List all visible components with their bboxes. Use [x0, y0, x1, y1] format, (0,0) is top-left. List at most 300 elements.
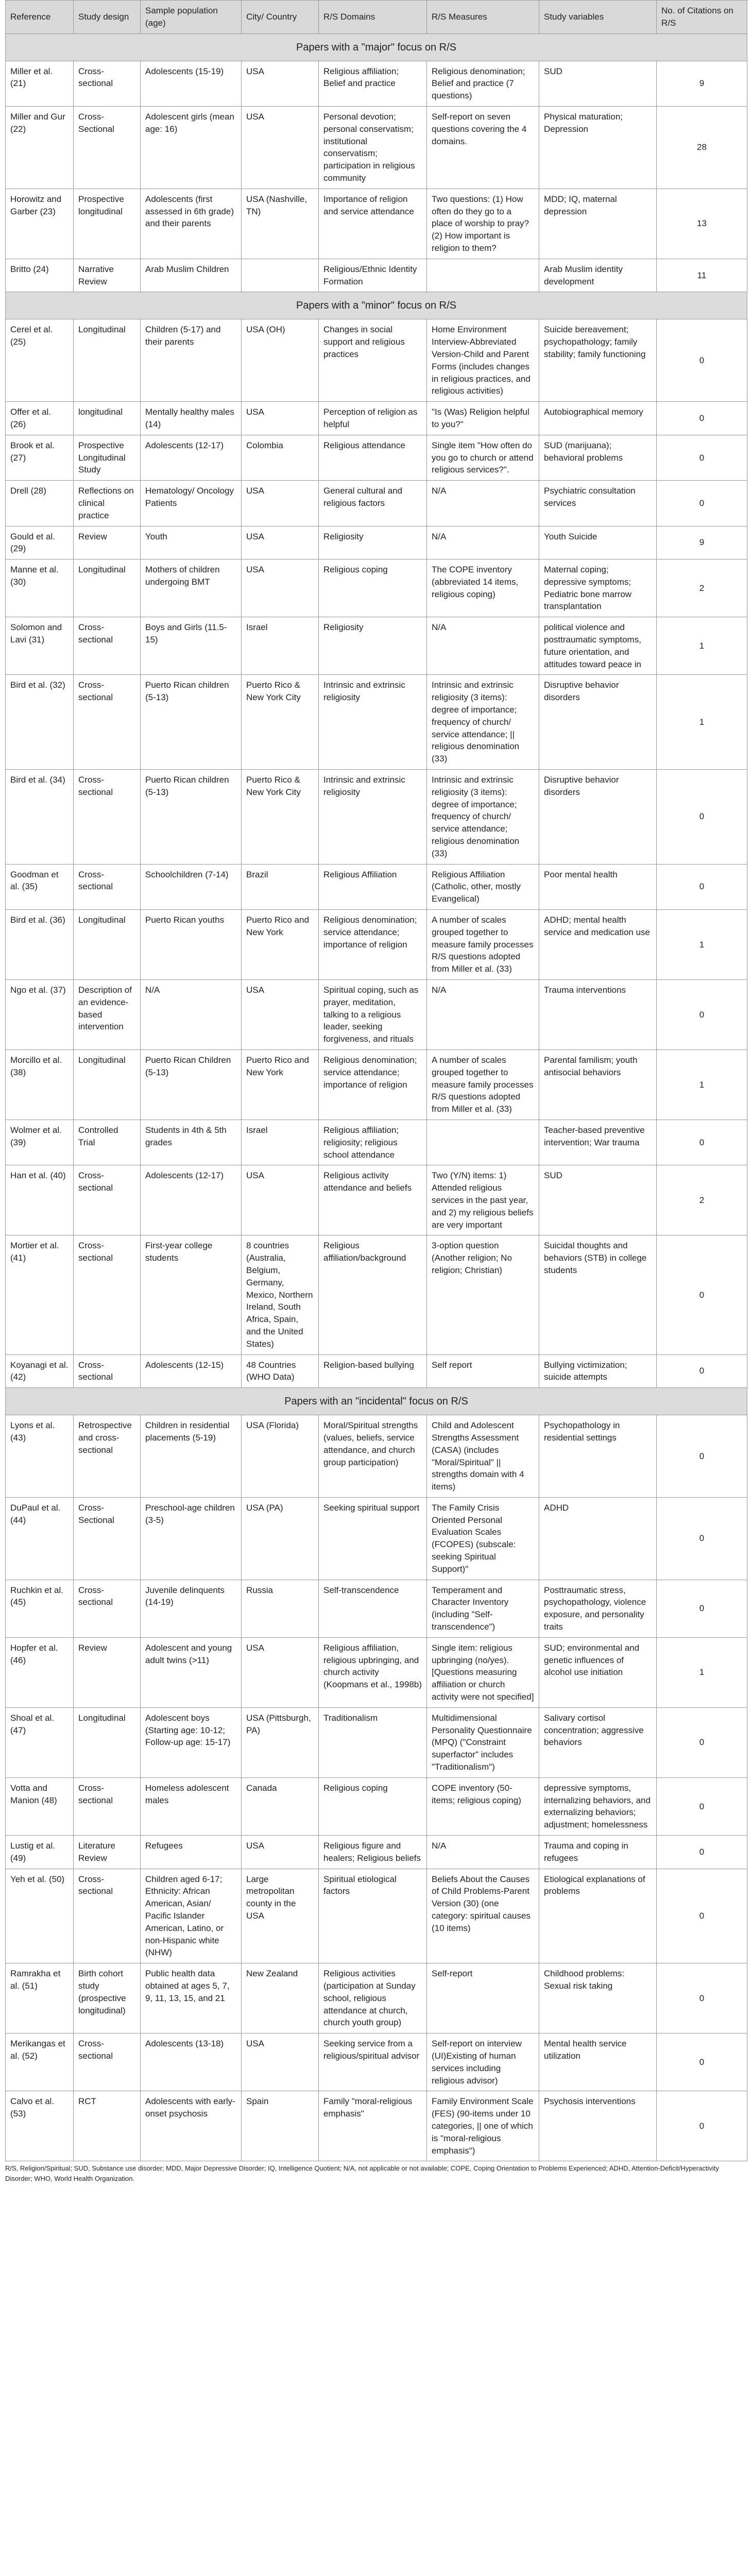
table-row	[6, 1836, 747, 1869]
cell-rs-measures: Religious Affiliation (Catholic, other, mostly Evangelical)	[427, 864, 539, 909]
cell-rs-measures: Self-report on interview (UI)Existing of human services including religious advisor)	[427, 2033, 539, 2091]
cell-rs-measures: Self report	[427, 1354, 539, 1388]
cell-rs-domains: Religious attendance	[319, 435, 427, 480]
cell-study-design: Birth cohort study (prospective longitudinal)	[74, 1963, 141, 2033]
col-header-reference: Reference	[6, 1, 74, 34]
section-header-row	[6, 1388, 747, 1415]
studies-table	[5, 0, 747, 2161]
cell-citations: 0	[657, 481, 747, 526]
table-row	[6, 1165, 747, 1235]
table-row	[6, 1354, 747, 1388]
cell-rs-measures	[427, 1120, 539, 1165]
cell-study-variables: ADHD; mental health service and medication use	[539, 910, 657, 980]
cell-reference: Miller and Gur (22)	[6, 106, 74, 189]
cell-study-design: Cross-sectional	[74, 864, 141, 909]
cell-rs-domains: Self-transcendence	[319, 1580, 427, 1637]
cell-rs-domains: Religious denomination; service attendance; importance of religion	[319, 1049, 427, 1120]
table-row	[6, 106, 747, 189]
cell-sample-population: Children in residential placements (5-19)	[141, 1415, 242, 1498]
cell-reference: Yeh et al. (50)	[6, 1869, 74, 1963]
cell-study-variables: Physical maturation; Depression	[539, 106, 657, 189]
table-row	[6, 526, 747, 560]
col-header-rs-measures: R/S Measures	[427, 1, 539, 34]
cell-study-variables: SUD (marijuana); behavioral problems	[539, 435, 657, 480]
cell-sample-population: Juvenile delinquents (14-19)	[141, 1580, 242, 1637]
cell-city-country: 48 Countries (WHO Data)	[242, 1354, 319, 1388]
cell-study-design: Literature Review	[74, 1836, 141, 1869]
table-row	[6, 675, 747, 770]
cell-study-design: Review	[74, 1637, 141, 1707]
cell-citations: 0	[657, 1415, 747, 1498]
cell-rs-domains: Religious coping	[319, 1777, 427, 1835]
cell-citations: 2	[657, 1165, 747, 1235]
cell-study-design: Retrospective and cross-sectional	[74, 1415, 141, 1498]
cell-study-variables: Psychosis interventions	[539, 2091, 657, 2161]
cell-rs-measures: Home Environment Interview-Abbreviated Version-Child and Parent Forms (includes changes in religious practices, and religious activities)	[427, 319, 539, 402]
cell-rs-domains: Traditionalism	[319, 1707, 427, 1777]
cell-study-design: Prospective Longitudinal Study	[74, 435, 141, 480]
cell-rs-measures: Religious denomination; Belief and practice (7 questions)	[427, 61, 539, 106]
cell-citations: 0	[657, 1707, 747, 1777]
cell-reference: Hopfer et al. (46)	[6, 1637, 74, 1707]
cell-reference: Bird et al. (36)	[6, 910, 74, 980]
cell-study-design: Reflections on clinical practice	[74, 481, 141, 526]
cell-city-country: USA	[242, 560, 319, 617]
cell-city-country: Canada	[242, 1777, 319, 1835]
cell-sample-population: Schoolchildren (7-14)	[141, 864, 242, 909]
cell-rs-measures: Single item "How often do you go to church or attend religious services?".	[427, 435, 539, 480]
cell-rs-domains: Spiritual etiological factors	[319, 1869, 427, 1963]
table-footnote: R/S, Religion/Spiritual; SUD, Substance use disorder; MDD, Major Depressive Disorder; IQ, Intelligence Quotient; N/A, not applicable or not available; COPE, Coping Orientation to Problems Experienced; ADHD, Attention-Deficit/Hyperactivity Disorder; WHO, World Health Organization.	[5, 2164, 719, 2182]
cell-rs-measures: Temperament and Character Inventory (including "Self-transcendence")	[427, 1580, 539, 1637]
col-header-rs-domains: R/S Domains	[319, 1, 427, 34]
cell-city-country: USA	[242, 980, 319, 1050]
cell-study-design: Cross-sectional	[74, 1777, 141, 1835]
cell-study-variables: Childhood problems: Sexual risk taking	[539, 1963, 657, 2033]
cell-citations: 1	[657, 1637, 747, 1707]
cell-rs-domains: Changes in social support and religious practices	[319, 319, 427, 402]
cell-citations: 0	[657, 1497, 747, 1580]
cell-sample-population: Children (5-17) and their parents	[141, 319, 242, 402]
col-header-study-variables: Study variables	[539, 1, 657, 34]
cell-citations: 0	[657, 1836, 747, 1869]
cell-rs-measures	[427, 259, 539, 292]
cell-citations: 0	[657, 980, 747, 1050]
cell-study-design: Cross-Sectional	[74, 1497, 141, 1580]
table-body	[6, 33, 747, 2161]
cell-city-country: Colombia	[242, 435, 319, 480]
cell-study-variables: Disruptive behavior disorders	[539, 770, 657, 865]
cell-study-variables: Psychiatric consultation services	[539, 481, 657, 526]
cell-study-design: Cross-sectional	[74, 1235, 141, 1354]
cell-study-variables: Etiological explanations of problems	[539, 1869, 657, 1963]
cell-citations: 0	[657, 864, 747, 909]
cell-rs-measures: Two questions: (1) How often do they go to a place of worship to pray? (2) How important is religion to them?	[427, 189, 539, 259]
cell-rs-measures: A number of scales grouped together to measure family processes R/S questions adopted from Miller et al. (33)	[427, 1049, 539, 1120]
cell-citations: 9	[657, 526, 747, 560]
cell-study-design: longitudinal	[74, 402, 141, 435]
cell-rs-domains: Family "moral-religious emphasis"	[319, 2091, 427, 2161]
table-row	[6, 1580, 747, 1637]
cell-reference: Solomon and Lavi (31)	[6, 617, 74, 675]
cell-study-design: Longitudinal	[74, 1049, 141, 1120]
cell-reference: Horowitz and Garber (23)	[6, 189, 74, 259]
cell-reference: Ramrakha et al. (51)	[6, 1963, 74, 2033]
cell-study-design: Cross-sectional	[74, 2033, 141, 2091]
cell-sample-population: Adolescents with early-onset psychosis	[141, 2091, 242, 2161]
cell-city-country: USA	[242, 1637, 319, 1707]
cell-sample-population: Arab Muslim Children	[141, 259, 242, 292]
cell-citations: 0	[657, 1869, 747, 1963]
cell-city-country: USA	[242, 481, 319, 526]
section-header-row	[6, 33, 747, 61]
table-row	[6, 1415, 747, 1498]
cell-citations: 13	[657, 189, 747, 259]
cell-study-variables: Suicidal thoughts and behaviors (STB) in college students	[539, 1235, 657, 1354]
cell-sample-population: Puerto Rican children (5-13)	[141, 675, 242, 770]
cell-study-design: Cross-sectional	[74, 617, 141, 675]
cell-sample-population: Adolescents (12-17)	[141, 435, 242, 480]
cell-study-design: Description of an evidence-based intervention	[74, 980, 141, 1050]
cell-study-variables: Mental health service utilization	[539, 2033, 657, 2091]
cell-study-design: Cross-sectional	[74, 1869, 141, 1963]
cell-study-variables: Disruptive behavior disorders	[539, 675, 657, 770]
table-row	[6, 1869, 747, 1963]
cell-study-variables: Maternal coping; depressive symptoms; Pediatric bone marrow transplantation	[539, 560, 657, 617]
cell-city-country: USA	[242, 1836, 319, 1869]
cell-citations: 0	[657, 319, 747, 402]
cell-sample-population: Refugees	[141, 1836, 242, 1869]
cell-rs-measures: The COPE inventory (abbreviated 14 items, religious coping)	[427, 560, 539, 617]
cell-study-design: Longitudinal	[74, 560, 141, 617]
cell-reference: Votta and Manion (48)	[6, 1777, 74, 1835]
cell-reference: Shoal et al. (47)	[6, 1707, 74, 1777]
cell-city-country: Russia	[242, 1580, 319, 1637]
cell-citations: 1	[657, 675, 747, 770]
cell-rs-domains: Seeking spiritual support	[319, 1497, 427, 1580]
cell-study-variables: SUD	[539, 61, 657, 106]
cell-city-country: USA	[242, 2033, 319, 2091]
cell-reference: Manne et al. (30)	[6, 560, 74, 617]
header-row	[6, 1, 747, 34]
cell-sample-population: N/A	[141, 980, 242, 1050]
cell-rs-domains: Importance of religion and service attendance	[319, 189, 427, 259]
table-row	[6, 1049, 747, 1120]
cell-study-design: Cross-sectional	[74, 1354, 141, 1388]
table-row	[6, 1497, 747, 1580]
cell-city-country: USA	[242, 1165, 319, 1235]
cell-city-country: 8 countries (Australia, Belgium, Germany, Mexico, Northern Ireland, South Africa, Spain, and the United States)	[242, 1235, 319, 1354]
cell-city-country: Puerto Rico & New York City	[242, 770, 319, 865]
cell-reference: Offer et al. (26)	[6, 402, 74, 435]
cell-city-country: USA (OH)	[242, 319, 319, 402]
cell-rs-domains: Religious Affiliation	[319, 864, 427, 909]
cell-citations: 1	[657, 1049, 747, 1120]
col-header-city-country: City/ Country	[242, 1, 319, 34]
cell-study-variables: Trauma and coping in refugees	[539, 1836, 657, 1869]
table-row	[6, 617, 747, 675]
cell-sample-population: Puerto Rican children (5-13)	[141, 770, 242, 865]
cell-rs-measures: N/A	[427, 980, 539, 1050]
cell-rs-domains: Personal devotion; personal conservatism; institutional conservatism; participation in religious community	[319, 106, 427, 189]
cell-rs-domains: Seeking service from a religious/spiritual advisor	[319, 2033, 427, 2091]
cell-rs-domains: Religious affiliation; religiosity; religious school attendance	[319, 1120, 427, 1165]
cell-rs-domains: Religious figure and healers; Religious beliefs	[319, 1836, 427, 1869]
cell-rs-measures: N/A	[427, 1836, 539, 1869]
table-row	[6, 560, 747, 617]
cell-citations: 1	[657, 910, 747, 980]
cell-reference: Koyanagi et al. (42)	[6, 1354, 74, 1388]
cell-study-design: Prospective longitudinal	[74, 189, 141, 259]
cell-study-variables: Posttraumatic stress, psychopathology, violence exposure, and personality traits	[539, 1580, 657, 1637]
col-header-citations: No. of Citations on R/S	[657, 1, 747, 34]
cell-citations: 0	[657, 1235, 747, 1354]
cell-reference: Morcillo et al. (38)	[6, 1049, 74, 1120]
cell-sample-population: Adolescents (first assessed in 6th grade) and their parents	[141, 189, 242, 259]
table-row	[6, 1120, 747, 1165]
cell-city-country: Large metropolitan county in the USA	[242, 1869, 319, 1963]
cell-rs-domains: Religious affiliation; Belief and practice	[319, 61, 427, 106]
cell-reference: Miller et al. (21)	[6, 61, 74, 106]
cell-study-variables: ADHD	[539, 1497, 657, 1580]
cell-reference: Han et al. (40)	[6, 1165, 74, 1235]
cell-rs-measures: Family Environment Scale (FES) (90-items under 10 categories, || one of which is "moral-religious emphasis")	[427, 2091, 539, 2161]
cell-study-design: Cross-sectional	[74, 1580, 141, 1637]
cell-rs-measures: Intrinsic and extrinsic religiosity (3 items): degree of importance; frequency of church/ service attendance; || religious denomination (33)	[427, 675, 539, 770]
cell-rs-measures: Child and Adolescent Strengths Assessment (CASA) (includes "Moral/Spiritual" || strengths domain with 4 items)	[427, 1415, 539, 1498]
cell-citations: 0	[657, 435, 747, 480]
cell-study-variables: MDD; IQ, maternal depression	[539, 189, 657, 259]
cell-study-design: Longitudinal	[74, 910, 141, 980]
cell-citations: 0	[657, 1120, 747, 1165]
cell-city-country: USA (Florida)	[242, 1415, 319, 1498]
cell-rs-measures: Self-report on seven questions covering the 4 domains.	[427, 106, 539, 189]
col-header-sample-population: Sample population (age)	[141, 1, 242, 34]
table-row	[6, 402, 747, 435]
cell-city-country	[242, 259, 319, 292]
cell-rs-domains: Spiritual coping, such as prayer, meditation, talking to a religious leader, seeking forgiveness, and rituals	[319, 980, 427, 1050]
cell-city-country: Puerto Rico and New York	[242, 910, 319, 980]
cell-rs-measures: 3-option question (Another religion; No religion; Christian)	[427, 1235, 539, 1354]
cell-study-design: Cross-sectional	[74, 770, 141, 865]
cell-study-variables: Autobiographical memory	[539, 402, 657, 435]
cell-study-variables: Arab Muslim identity development	[539, 259, 657, 292]
cell-study-variables: Salivary cortisol concentration; aggressive behaviors	[539, 1707, 657, 1777]
cell-city-country: Puerto Rico & New York City	[242, 675, 319, 770]
cell-city-country: USA (Nashville, TN)	[242, 189, 319, 259]
cell-citations: 0	[657, 1777, 747, 1835]
cell-reference: Wolmer et al. (39)	[6, 1120, 74, 1165]
section-title: Papers with a "minor" focus on R/S	[6, 292, 747, 319]
cell-rs-domains: Religious/Ethnic Identity Formation	[319, 259, 427, 292]
cell-rs-domains: Intrinsic and extrinsic religiosity	[319, 675, 427, 770]
cell-city-country: New Zealand	[242, 1963, 319, 2033]
col-header-study-design: Study design	[74, 1, 141, 34]
cell-citations: 28	[657, 106, 747, 189]
cell-sample-population: Puerto Rican youths	[141, 910, 242, 980]
cell-sample-population: Adolescents (15-19)	[141, 61, 242, 106]
cell-sample-population: Youth	[141, 526, 242, 560]
cell-reference: Bird et al. (32)	[6, 675, 74, 770]
cell-reference: Ruchkin et al. (45)	[6, 1580, 74, 1637]
cell-rs-measures: N/A	[427, 526, 539, 560]
cell-study-design: Longitudinal	[74, 1707, 141, 1777]
cell-rs-measures: A number of scales grouped together to measure family processes R/S questions adopted from Miller et al. (33)	[427, 910, 539, 980]
cell-reference: Goodman et al. (35)	[6, 864, 74, 909]
cell-rs-domains: Religion-based bullying	[319, 1354, 427, 1388]
table-row	[6, 864, 747, 909]
cell-study-design: Cross-Sectional	[74, 106, 141, 189]
cell-city-country: USA	[242, 61, 319, 106]
cell-citations: 0	[657, 2033, 747, 2091]
cell-citations: 1	[657, 617, 747, 675]
cell-study-design: Cross-sectional	[74, 675, 141, 770]
cell-rs-domains: Religious denomination; service attendance; importance of religion	[319, 910, 427, 980]
cell-study-design: RCT	[74, 2091, 141, 2161]
cell-rs-measures: Intrinsic and extrinsic religiosity (3 items): degree of importance; frequency of church/ service attendance; religious denomination (33)	[427, 770, 539, 865]
table-row	[6, 2091, 747, 2161]
cell-sample-population: Adolescent and young adult twins (>11)	[141, 1637, 242, 1707]
cell-study-variables: political violence and posttraumatic symptoms, future orientation, and attitudes toward peace in	[539, 617, 657, 675]
cell-study-variables: Suicide bereavement; psychopathology; family stability; family functioning	[539, 319, 657, 402]
cell-rs-domains: Religious affiliation, religious upbringing, and church activity (Koopmans et al., 1998b)	[319, 1637, 427, 1707]
cell-sample-population: First-year college students	[141, 1235, 242, 1354]
cell-rs-domains: General cultural and religious factors	[319, 481, 427, 526]
cell-rs-domains: Religiosity	[319, 526, 427, 560]
cell-city-country: USA	[242, 526, 319, 560]
cell-rs-measures: N/A	[427, 617, 539, 675]
table-row	[6, 259, 747, 292]
cell-citations: 0	[657, 2091, 747, 2161]
cell-city-country: USA	[242, 402, 319, 435]
cell-reference: Lyons et al. (43)	[6, 1415, 74, 1498]
cell-city-country: USA	[242, 106, 319, 189]
cell-sample-population: Mentally healthy males (14)	[141, 402, 242, 435]
table-row	[6, 481, 747, 526]
cell-citations: 2	[657, 560, 747, 617]
cell-study-variables: SUD; environmental and genetic influences of alcohol use initiation	[539, 1637, 657, 1707]
cell-sample-population: Adolescent boys (Starting age: 10-12; Follow-up age: 15-17)	[141, 1707, 242, 1777]
cell-reference: Brook et al. (27)	[6, 435, 74, 480]
cell-city-country: Puerto Rico and New York	[242, 1049, 319, 1120]
cell-reference: Ngo et al. (37)	[6, 980, 74, 1050]
cell-rs-domains: Moral/Spiritual strengths (values, beliefs, service attendance, and church group participation)	[319, 1415, 427, 1498]
cell-citations: 0	[657, 1580, 747, 1637]
table-row	[6, 2033, 747, 2091]
cell-rs-domains: Intrinsic and extrinsic religiosity	[319, 770, 427, 865]
cell-sample-population: Puerto Rican Children (5-13)	[141, 1049, 242, 1120]
cell-rs-measures: Multidimensional Personality Questionnaire (MPQ) ("Constraint superfactor" includes "Traditionalism")	[427, 1707, 539, 1777]
cell-study-design: Controlled Trial	[74, 1120, 141, 1165]
cell-citations: 0	[657, 1963, 747, 2033]
cell-study-variables: Parental familism; youth antisocial behaviors	[539, 1049, 657, 1120]
cell-city-country: Israel	[242, 1120, 319, 1165]
cell-study-design: Cross-sectional	[74, 61, 141, 106]
cell-rs-measures: COPE inventory (50-items; religious coping)	[427, 1777, 539, 1835]
cell-rs-measures: Two (Y/N) items: 1) Attended religious services in the past year, and 2) my religious beliefs are very important	[427, 1165, 539, 1235]
table-row	[6, 1963, 747, 2033]
table-row	[6, 1637, 747, 1707]
table-row	[6, 435, 747, 480]
cell-rs-measures: Self-report	[427, 1963, 539, 2033]
cell-reference: Mortier et al. (41)	[6, 1235, 74, 1354]
cell-sample-population: Children aged 6-17; Ethnicity: African American, Asian/ Pacific Islander American, Latino, or non-Hispanic white (NHW)	[141, 1869, 242, 1963]
cell-reference: Lustig et al. (49)	[6, 1836, 74, 1869]
cell-citations: 0	[657, 1354, 747, 1388]
cell-city-country: USA (PA)	[242, 1497, 319, 1580]
cell-rs-domains: Religious affiliation/background	[319, 1235, 427, 1354]
table-row	[6, 980, 747, 1050]
cell-sample-population: Preschool-age children (3-5)	[141, 1497, 242, 1580]
cell-sample-population: Students in 4th & 5th grades	[141, 1120, 242, 1165]
cell-citations: 11	[657, 259, 747, 292]
cell-study-design: Review	[74, 526, 141, 560]
cell-citations: 0	[657, 402, 747, 435]
cell-sample-population: Homeless adolescent males	[141, 1777, 242, 1835]
table-row	[6, 910, 747, 980]
cell-sample-population: Adolescents (12-17)	[141, 1165, 242, 1235]
cell-rs-measures: N/A	[427, 481, 539, 526]
cell-rs-domains: Perception of religion as helpful	[319, 402, 427, 435]
table-row	[6, 1707, 747, 1777]
cell-reference: Calvo et al. (53)	[6, 2091, 74, 2161]
cell-study-variables: Psychopathology in residential settings	[539, 1415, 657, 1498]
cell-citations: 0	[657, 770, 747, 865]
cell-rs-domains: Religiosity	[319, 617, 427, 675]
section-title: Papers with a "major" focus on R/S	[6, 33, 747, 61]
table-row	[6, 770, 747, 865]
cell-sample-population: Adolescents (12-15)	[141, 1354, 242, 1388]
table-row	[6, 1235, 747, 1354]
cell-study-variables: Trauma interventions	[539, 980, 657, 1050]
cell-reference: Gould et al. (29)	[6, 526, 74, 560]
cell-rs-domains: Religious activities (participation at Sunday school, religious attendance at church, church youth group)	[319, 1963, 427, 2033]
cell-city-country: Spain	[242, 2091, 319, 2161]
cell-sample-population: Hematology/ Oncology Patients	[141, 481, 242, 526]
cell-rs-domains: Religious coping	[319, 560, 427, 617]
cell-sample-population: Adolescents (13-18)	[141, 2033, 242, 2091]
cell-study-variables: depressive symptoms, internalizing behaviors, and externalizing behaviors; adjustment; homelessness	[539, 1777, 657, 1835]
cell-study-design: Narrative Review	[74, 259, 141, 292]
cell-city-country: Brazil	[242, 864, 319, 909]
cell-rs-measures: Beliefs About the Causes of Child Problems-Parent Version (30) (one category: spiritual causes (10 items)	[427, 1869, 539, 1963]
cell-rs-measures: Single item: religious upbringing (no/yes). [Questions measuring affiliation or church activity were not specified]	[427, 1637, 539, 1707]
cell-rs-measures: The Family Crisis Oriented Personal Evaluation Scales (FCOPES) (subscale: seeking Spiritual Support)"	[427, 1497, 539, 1580]
cell-sample-population: Public health data obtained at ages 5, 7, 9, 11, 13, 15, and 21	[141, 1963, 242, 2033]
cell-study-variables: Teacher-based preventive intervention; War trauma	[539, 1120, 657, 1165]
cell-city-country: USA (Pittsburgh, PA)	[242, 1707, 319, 1777]
table-row	[6, 189, 747, 259]
cell-rs-measures: "Is (Was) Religion helpful to you?"	[427, 402, 539, 435]
section-title: Papers with an "incidental" focus on R/S	[6, 1388, 747, 1415]
cell-study-variables: Bullying victimization; suicide attempts	[539, 1354, 657, 1388]
table-row	[6, 61, 747, 106]
cell-city-country: Israel	[242, 617, 319, 675]
cell-study-variables: Poor mental health	[539, 864, 657, 909]
cell-sample-population: Boys and Girls (11.5-15)	[141, 617, 242, 675]
cell-sample-population: Mothers of children undergoing BMT	[141, 560, 242, 617]
table-row	[6, 1777, 747, 1835]
cell-study-variables: SUD	[539, 1165, 657, 1235]
cell-reference: Drell (28)	[6, 481, 74, 526]
cell-rs-domains: Religious activity attendance and beliefs	[319, 1165, 427, 1235]
cell-reference: Bird et al. (34)	[6, 770, 74, 865]
cell-sample-population: Adolescent girls (mean age: 16)	[141, 106, 242, 189]
cell-reference: Cerel et al. (25)	[6, 319, 74, 402]
cell-reference: DuPaul et al. (44)	[6, 1497, 74, 1580]
section-header-row	[6, 292, 747, 319]
cell-reference: Merikangas et al. (52)	[6, 2033, 74, 2091]
